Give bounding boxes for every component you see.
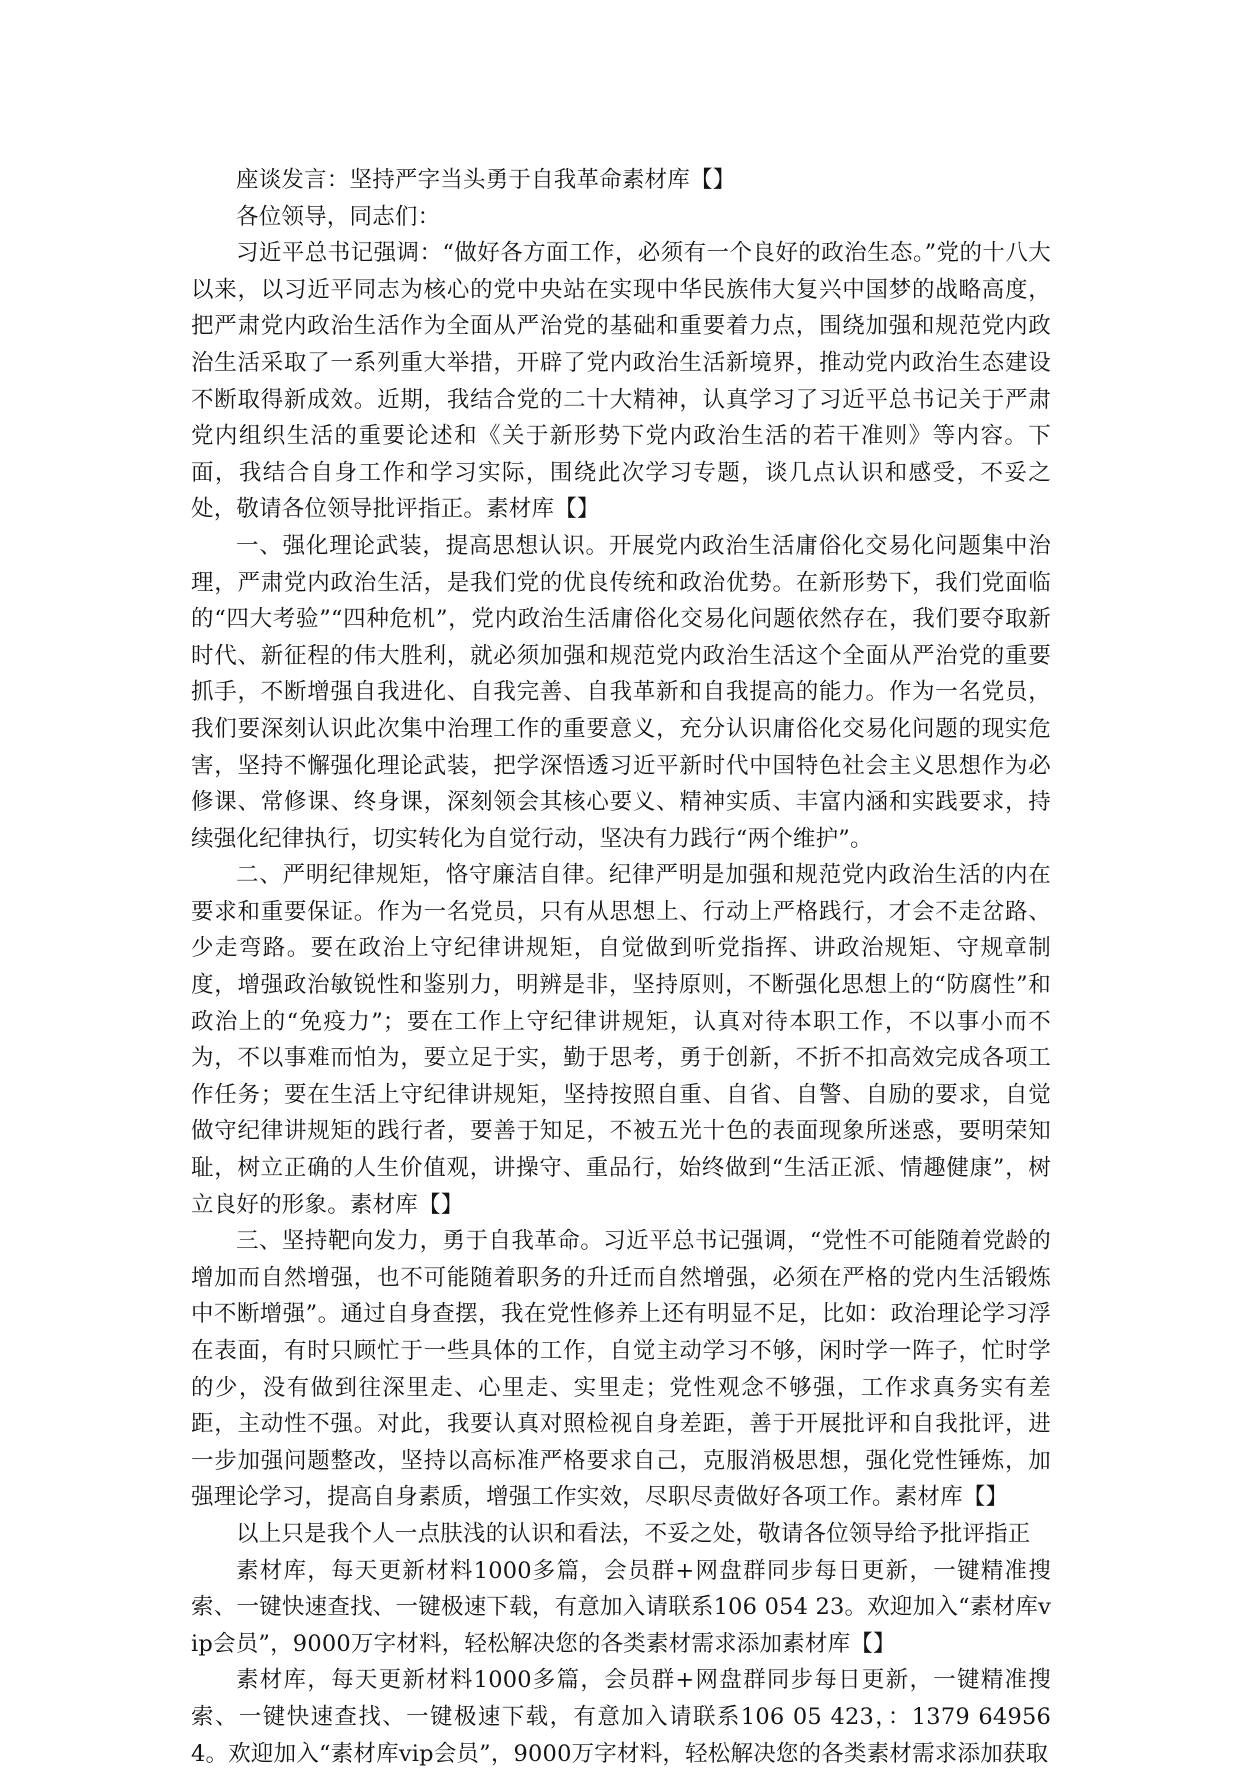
closing-paragraph: 以上只是我个人一点肤浅的认识和看法，不妥之处，敬请各位领导给予批评指正 <box>236 1520 1031 1547</box>
section-two-paragraph: 二、严明纪律规矩，恪守廉洁自律。纪律严明是加强和规范党内政治生活的内在要求和重要保证。作为一名党员，只有从思想上、行动上严格践行，才会不走岔路、少走弯路。要在政治上守纪律讲规矩，自觉做到听党指挥、讲政治规矩、守规章制度，增强政治敏锐性和鉴别力，明辨是非，坚持原则，不断强化思想上的“防腐性”和政治上的“免疫力”；要在工作上守纪律讲规矩，认真对待本职工作，不以事小而不为，不以事难而怕为，要立足于实，勤于思考，勇于创新，不折不扣高效完成各项工作任务；要在生活上守纪律讲规矩，坚持按照自重、自省、自警、自励的要求，自觉做守纪律讲规矩的践行者，要善于知足，不被五光十色的表面现象所迷惑，要明荣知耻，树立正确的人生价值观，讲操守、重品行，始终做到“生活正派、情趣健康”，树立良好的形象。素材库【】 <box>191 862 1051 1218</box>
promo-paragraph: 素材库，每天更新材料1000多篇，会员群+网盘群同步每日更新，一键精准搜索、一键快速查找、一键极速下载，有意加入请联系106 054 23。欢迎加入“素材库vip会员”，9000万字材料，轻松解决您的各类素材需求添加素材库【】 <box>191 1557 1051 1657</box>
document-page <box>191 162 1051 1772</box>
promo-paragraph: 素材库，每天更新材料1000多篇，会员群+网盘群同步每日更新，一键精准搜索、一键快速查找、一键极速下载，有意加入请联系106 05 423，：1379 649564。欢迎加入“素材库vip会员”，9000万字材料，轻松解决您的各类素材需求添加获取 <box>191 1667 1051 1767</box>
section-three-paragraph: 三、坚持靶向发力，勇于自我革命。习近平总书记强调，“党性不可能随着党龄的增加而自然增强，也不可能随着职务的升迁而自然增强，必须在严格的党内生活锻炼中不断增强”。通过自身查摆，我在党性修养上还有明显不足，比如：政治理论学习浮在表面，有时只顾忙于一些具体的工作，自觉主动学习不够，闲时学一阵子，忙时学的少，没有做到往深里走、心里走、实里走；党性观念不够强，工作求真务实有差距，主动性不强。对此，我要认真对照检视自身差距，善于开展批评和自我批评，进一步加强问题整改，坚持以高标准严格要求自己，克服消极思想，强化党性锤炼，加强理论学习，提高自身素质，增强工作实效，尽职尽责做好各项工作。素材库【】 <box>191 1228 1051 1511</box>
salutation: 各位领导，同志们： <box>236 203 441 230</box>
document-title: 座谈发言：坚持严字当头勇于自我革命素材库【】 <box>236 167 736 193</box>
intro-paragraph: 习近平总书记强调：“做好各方面工作，必须有一个良好的政治生态。”党的十八大以来，以习近平同志为核心的党中央站在实现中华民族伟大复兴中国梦的战略高度，把严肃党内政治生活作为全面从严治党的基础和重要着力点，围绕加强和规范党内政治生活采取了一系列重大举措，开辟了党内政治生活新境界，推动党内政治生态建设不断取得新成效。近期，我结合党的二十大精神，认真学习了习近平总书记关于严肃党内组织生活的重要论述和《关于新形势下党内政治生活的若干准则》等内容。下面，我结合自身工作和学习实际，围绕此次学习专题，谈几点认识和感受，不妥之处，敬请各位领导批评指正。素材库【】 <box>191 240 1051 523</box>
section-one-paragraph: 一、强化理论武装，提高思想认识。开展党内政治生活庸俗化交易化问题集中治理，严肃党内政治生活，是我们党的优良传统和政治优势。在新形势下，我们党面临的“四大考验”“四种危机”，党内政治生活庸俗化交易化问题依然存在，我们要夺取新时代、新征程的伟大胜利，就必须加强和规范党内政治生活这个全面从严治党的重要抓手，不断增强自我进化、自我完善、自我革新和自我提高的能力。作为一名党员，我们要深刻认识此次集中治理工作的重要意义，充分认识庸俗化交易化问题的现实危害，坚持不懈强化理论武装，把学深悟透习近平新时代中国特色社会主义思想作为必修课、常修课、终身课，深刻领会其核心要义、精神实质、丰富内涵和实践要求，持续强化纪律执行，切实转化为自觉行动，坚决有力践行“两个维护”。 <box>191 532 1051 852</box>
